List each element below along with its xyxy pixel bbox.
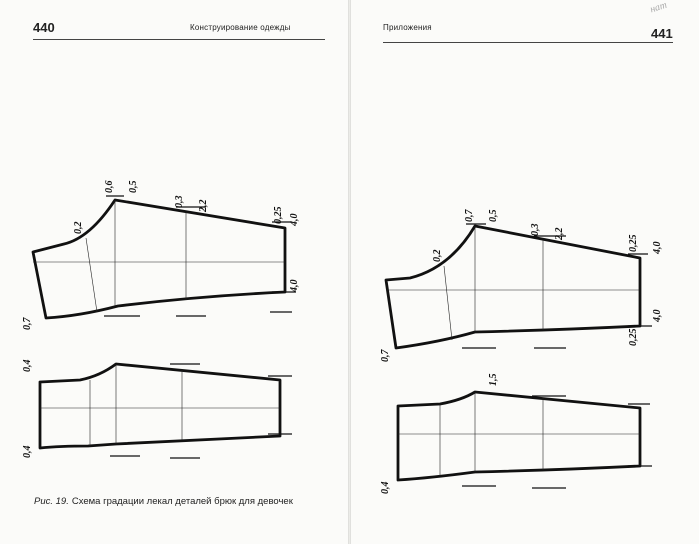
left-back-trouser-pattern bbox=[40, 364, 292, 458]
label-0-2: 0,2 bbox=[73, 221, 84, 234]
label-4-0: 4,0 bbox=[289, 213, 300, 226]
right-label-0-7-top: 0,7 bbox=[464, 209, 475, 222]
right-label-0-7: 0,7 bbox=[380, 349, 391, 362]
label-0-5: 0,5 bbox=[128, 180, 139, 193]
left-front-outline bbox=[33, 200, 285, 318]
right-label-2-2: 2,2 bbox=[554, 227, 565, 240]
left-page-number: 440 bbox=[33, 20, 55, 35]
label-4-0-lower: 4,0 bbox=[289, 279, 300, 292]
right-label-0-25: 0,25 bbox=[628, 234, 639, 252]
right-label-0-25-lower: 0,25 bbox=[628, 328, 639, 346]
right-back-ticks bbox=[462, 396, 652, 488]
right-front-hip-line bbox=[444, 266, 452, 340]
right-label-1-5: 1,5 bbox=[488, 373, 499, 386]
left-running-title: Конструирование одежды bbox=[190, 23, 291, 32]
label-0-6: 0,6 bbox=[104, 180, 115, 193]
figure-number: Рис. 19. bbox=[34, 496, 69, 507]
right-back-outline bbox=[398, 392, 640, 480]
label-0-7: 0,7 bbox=[22, 317, 33, 330]
right-label-0-5: 0,5 bbox=[488, 209, 499, 222]
label-0-25: 0,25 bbox=[273, 206, 284, 224]
right-front-trouser-pattern bbox=[386, 224, 652, 348]
right-page-number: 441 bbox=[651, 26, 673, 41]
right-front-outline bbox=[386, 223, 640, 348]
left-front-trouser-pattern bbox=[33, 196, 296, 318]
figure-caption-text: Схема градации лекал деталей брюк для девочек bbox=[71, 496, 293, 507]
right-label-4-0-lower: 4,0 bbox=[652, 309, 663, 322]
label-0-4-bottom: 0,4 bbox=[22, 445, 33, 458]
label-0-4: 0,4 bbox=[22, 359, 33, 372]
label-0-3: 0,3 bbox=[174, 195, 185, 208]
dimension-labels bbox=[22, 181, 663, 495]
left-back-outline bbox=[40, 364, 280, 448]
right-label-4-0: 4,0 bbox=[652, 241, 663, 254]
right-back-trouser-pattern bbox=[398, 392, 652, 488]
right-label-0-2: 0,2 bbox=[432, 249, 443, 262]
handwritten-note: нат bbox=[648, 0, 669, 16]
right-label-0-4-bottom: 0,4 bbox=[380, 481, 391, 494]
left-front-hip-line bbox=[86, 238, 97, 312]
label-2-2: 2,2 bbox=[198, 199, 209, 212]
right-running-title: Приложения bbox=[383, 23, 432, 32]
right-label-0-3: 0,3 bbox=[530, 223, 541, 236]
